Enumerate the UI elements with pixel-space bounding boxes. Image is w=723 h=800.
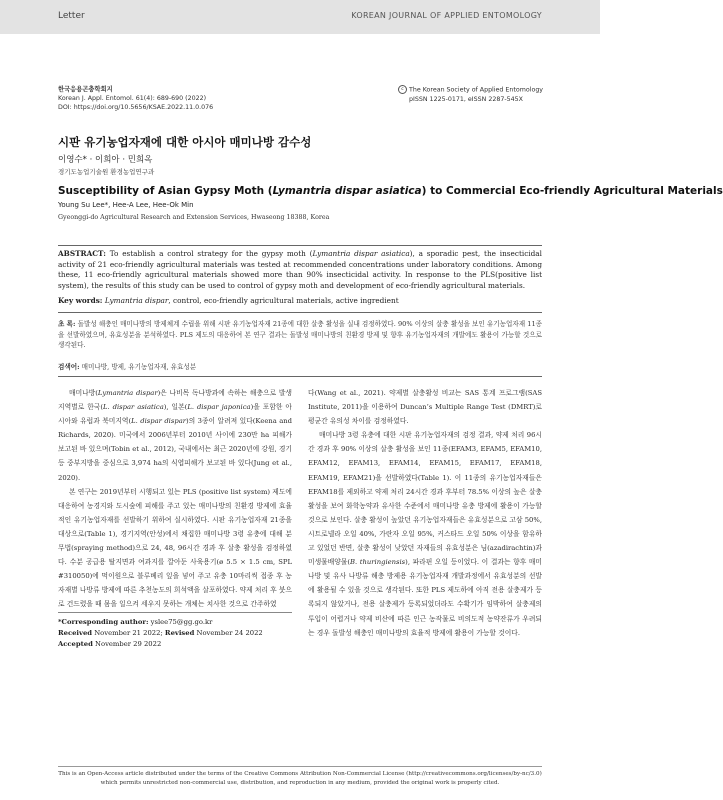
revised-label: Revised <box>164 629 195 637</box>
received-date: November 21 2022; <box>94 629 163 637</box>
species-name: Lymantria dispar <box>97 389 158 397</box>
copyright-block <box>398 85 543 104</box>
keywords-korean <box>58 361 542 371</box>
revised-date: November 24 2022 <box>196 629 263 637</box>
citation-line: Korean J. Appl. Entomol. 61(4): 689-690 (2022) <box>58 95 207 102</box>
accepted-label: Accepted <box>58 640 93 648</box>
abstract-mid-rule <box>58 312 542 313</box>
body-column-left <box>58 386 292 612</box>
title-english-prefix: Susceptibility of Asian Gypsy Moth ( <box>58 185 273 197</box>
abstract-label: ABSTRACT: <box>58 249 106 258</box>
citation-block <box>58 85 213 112</box>
received-label: Received <box>58 629 93 637</box>
doi-link[interactable]: DOI: https://doi.org/10.5656/KSAE.2022.11.0.076 <box>58 104 214 111</box>
section-label: Letter <box>58 11 85 21</box>
corresponding-label: *Corresponding author: <box>58 618 149 626</box>
species-name: L. dispar dispar <box>131 417 187 426</box>
keywords-english <box>58 296 542 305</box>
keywords-kr-label: 검색어: <box>58 363 80 371</box>
abstract-kr-text: 돌발성 해충인 매미나방의 방제체계 수립을 위해 시판 유기농업자재 21종에 대한 살충 활성을 실내 검정하였다. 90% 이상의 살충 활성을 보인 유기농업자재 11종을 선발하였으며, 유효성분을 분석하였다. PLS 제도의 대응하여 본 연구 결과는 돌발성 매미나방의 친환경 방제 및 향후 유기농업자재의 개발에도 활용이 가능할 것으로 생각된다. <box>58 320 543 350</box>
footnote-rule <box>58 612 292 613</box>
issn-line: pISSN 1225-0171, eISSN 2287-545X <box>409 95 523 103</box>
journal-name: KOREAN JOURNAL OF APPLIED ENTOMOLOGY <box>351 11 542 20</box>
species-name: L. dispar japonica <box>187 403 251 412</box>
text-span: )을 포함한 아시아와 유럽과 북미지역( <box>58 403 292 426</box>
correspondence-block <box>58 617 288 650</box>
society-name-kr: 한국응용곤충학회지 <box>58 86 113 93</box>
license-line-1: This is an Open-Access article distributed under the terms of the Creative Commons Attribution Non-Commercial License (http://creativecommons.org/licenses/by-nc/3.0) <box>58 771 542 777</box>
text-span: ), 일본( <box>163 403 188 412</box>
abstract-kr-label: 초 록: <box>58 320 76 328</box>
body-column-right <box>308 386 542 640</box>
license-line-2: which permits unrestricted non-commercial use, distribution, and reproduction in any medium, provided the original work is properly cited. <box>100 780 500 786</box>
body-paragraph <box>58 386 292 485</box>
abstract-bottom-rule <box>58 376 542 377</box>
text-span: )은 나비목 독나방과에 속하는 해충으로 발생지역별로 한국( <box>58 389 292 412</box>
body-paragraph: 본 연구는 2019년부터 시행되고 있는 PLS (positive list system) 제도에 대응하여 농경지와 도시숲에 피해를 주고 있는 매미나방의 친환경 방제에 효율적인 유기농업자재를 선발하기 위하여 실시하였다. 시판 유기농업자재 21종을 대상으로(Table 1), 경기지역(안성)에서 채집한 매미나방 3령 유충에 대해 분무법(spraying method)으로 24, 48, 96시간 경과 후 살충 활성을 검정하였다. 수분 공급용 탈지면과 여과지를 깔아둔 사육용기(ø 5.5 × 1.5 cm, SPL #310050)에 먹이원으로 블루베리 잎을 넣어 주고 유충 10마리씩 접종 후 농자재별 나방류 방제에 따른 추천농도의 희석액을 살포하였다. 약제 처리 후 붓으로 건드렸을 때 몸을 일으켜 세우지 못하는 개체는 치사한 것으로 간주하였 <box>58 487 292 609</box>
body-paragraph <box>308 428 542 639</box>
affiliation-english: Gyeonggi-do Agricultural Research and Extension Services, Hwaseong 18388, Korea <box>58 214 330 221</box>
copyright-icon: c <box>398 85 407 94</box>
title-korean: 시판 유기농업자재에 대한 아시아 매미나방 감수성 <box>58 135 312 149</box>
abstract-text-1: To establish a control strategy for the gypsy moth ( <box>105 249 313 258</box>
abstract-korean <box>58 319 542 351</box>
abstract-english <box>58 249 542 291</box>
text-span: 매미나방( <box>69 389 98 397</box>
abstract-species: Lymantria dispar asiatica <box>312 249 410 258</box>
title-english <box>58 185 723 197</box>
authors-english: Young Su Lee*, Hee-A Lee, Hee-Ok Min <box>58 201 194 209</box>
keywords-kr-text: 매미나방, 방제, 유기농업자재, 유효성분 <box>79 363 197 371</box>
abstract-top-rule <box>58 245 542 246</box>
corresponding-email[interactable]: yslee75@gg.go.kr <box>148 618 213 626</box>
species-name: B. thuringiensis <box>350 558 406 567</box>
keywords-species: Lymantria dispar <box>104 296 169 305</box>
text-span: )의 3종이 알려져 있다(Keena and Richards, 2020). 미국에서 2006년부터 2010년 사이에 230만 ha 피해가 보고된 바 있으며(Tobin et al., 2012), 국내에서는 최근 2020년에 강원, 경기 등 중부지방을 중심으로 3,974 ha의 식엽피해가 보고된 바 있다(Jung et al., 2020). <box>58 417 293 482</box>
accepted-date: November 29 2022 <box>95 640 162 648</box>
license-footer <box>58 770 542 788</box>
text-span: 매미나방 3령 유충에 대한 시판 유기농업자재의 검정 결과, 약제 처리 96시간 경과 후 90% 이상의 살충 활성을 보인 11종(EFAM3, EFAM5, EFAM10, EFAM12, EFAM13, EFAM14, EFAM15, EFAM17, EFAM18, EFAM19, EFAM21)을 선발하였다(Table 1). 이 11종의 유기농업자재들은 EFAM18를 제외하고 약제 처리 24시간 경과 후부터 78.5% 이상의 높은 살충 활성을 보여 화학농약과 유사한 수준에서 매미나방 유충 방제에 활용이 가능할 것으로 보인다. 살충 활성이 높았던 유기농업자재들은 유효성분으로 고삼 50%, 시트로넬라 오일 40%, 가란자 오일 95%, 커스타드 오일 50% 이상을 함유하고 있었던 반면, 살충 활성이 낮았던 자재들의 유효성분은 님(azadirachtin)과 미생물배양물( <box>308 431 542 567</box>
copyright-text: The Korean Society of Applied Entomology <box>409 86 544 94</box>
footer-rule <box>58 766 542 767</box>
title-english-species: Lymantria dispar asiatica <box>272 185 422 197</box>
affiliation-korean: 경기도농업기술원 환경농업연구과 <box>58 168 155 176</box>
keywords-label: Key words: <box>58 296 103 305</box>
body-paragraph: 다(Wang et al., 2021). 약제별 살충활성 비교는 SAS 통계 프로그램(SAS Institute, 2011)을 이용하여 Duncan’s Multiple Range Test (DMRT)로 평균간 유의성 차이를 검정하였다. <box>308 389 542 426</box>
title-english-suffix: ) to Commercial Eco-friendly Agricultural Materials <box>421 185 723 197</box>
authors-korean: 이영수* · 이희아 · 민희옥 <box>58 155 153 165</box>
keywords-text: , control, eco-friendly agricultural materials, active ingredient <box>168 296 399 305</box>
abstract-text-2: ), a sporadic pest, the insecticidal activity of 21 eco-friendly agricultural materials was tested at recommended concentrations under laboratory conditions. Among these, 11 eco-friendly agricultural materials showed more than 90% insecticidal activity. In response to the PLS(positive list system), the results of this study can be used to control of gypsy moth and development of eco-friendly agricultural materials. <box>58 249 542 290</box>
text-span: ), 파라핀 오일 등이었다. 이 결과는 향후 매미나방 및 유사 나방류 해충 방제용 유기농업자재 개발과정에서 유효성분의 선발에 활용될 수 있을 것으로 생각된다. 또한 PLS 제도하에 아직 전용 살충제가 등록되지 않았거나, 전용 살충제가 등록되었더라도 수확기가 임박하여 살충제의 투입이 어렵거나 약제 비산에 따른 인근 농작물로 비의도적 농약잔류가 우려되는 경우 돌발성 해충인 매미나방의 효율적 방제에 활용이 가능할 것이다. <box>308 558 542 637</box>
species-name: L. dispar asiatica <box>103 403 164 412</box>
